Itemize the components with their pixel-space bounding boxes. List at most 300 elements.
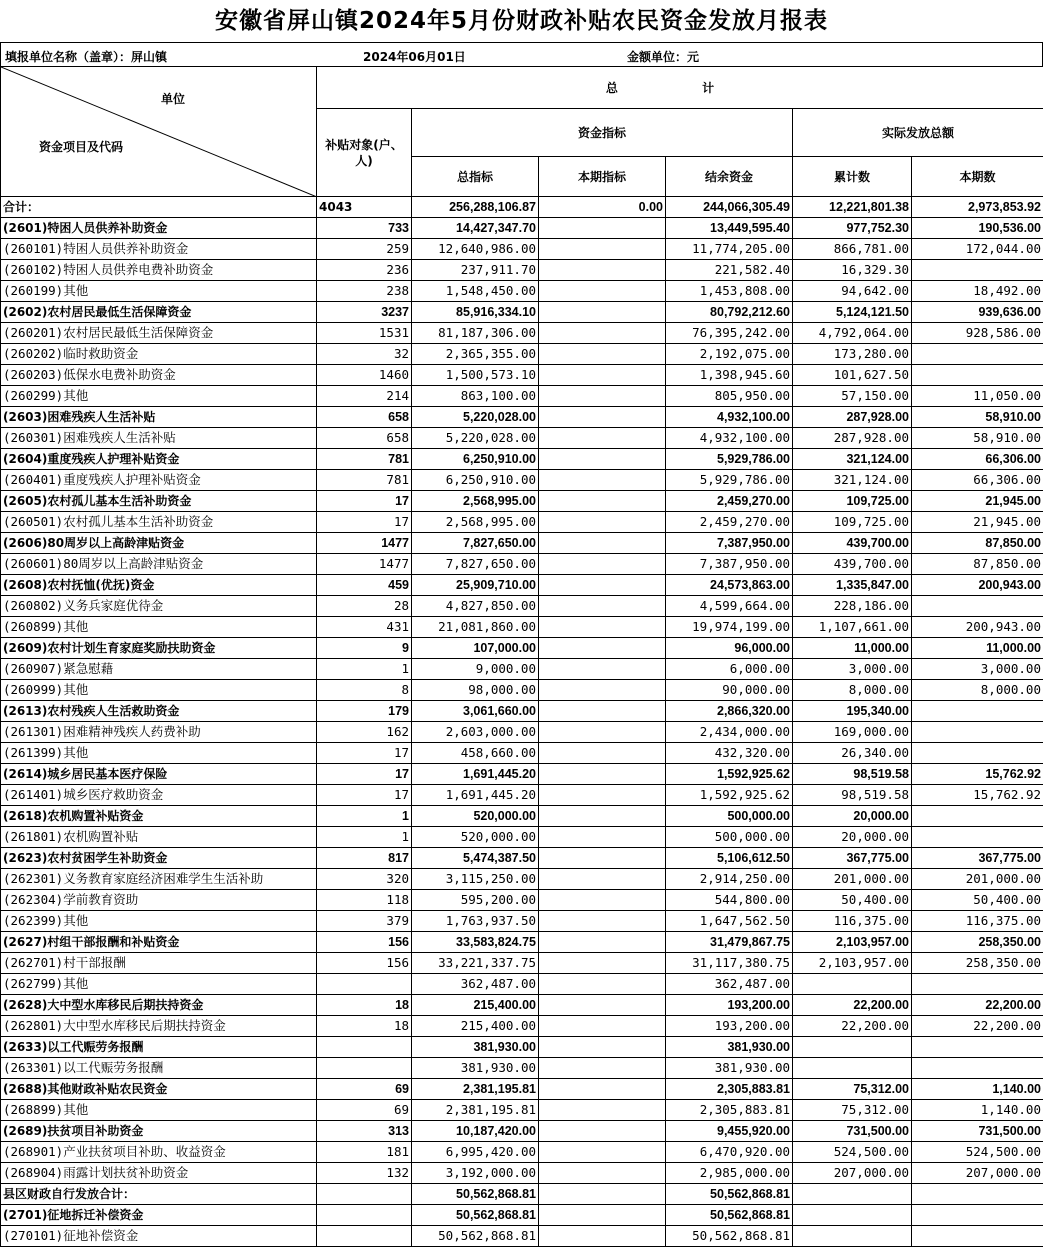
target-count: 431 — [317, 617, 412, 638]
actual-header: 实际发放总额 — [793, 109, 1043, 157]
item-name: (2603)困难残疾人生活补贴 — [1, 407, 317, 428]
current-amount — [912, 1205, 1043, 1226]
total-index: 6,250,910.00 — [412, 449, 539, 470]
period-index — [539, 701, 666, 722]
period-index — [539, 1016, 666, 1037]
current-amount — [912, 722, 1043, 743]
cumulative-amount: 94,642.00 — [793, 281, 912, 302]
target-count: 156 — [317, 953, 412, 974]
balance-amount: 2,985,000.00 — [666, 1163, 793, 1184]
balance-amount: 544,800.00 — [666, 890, 793, 911]
cumulative-amount: 3,000.00 — [793, 659, 912, 680]
item-name: (2633)以工代赈劳务报酬 — [1, 1037, 317, 1058]
balance-amount: 24,573,863.00 — [666, 575, 793, 596]
current-amount: 87,850.00 — [912, 554, 1043, 575]
period-index — [539, 974, 666, 995]
total-index: 50,562,868.81 — [412, 1184, 539, 1205]
target-count: 313 — [317, 1121, 412, 1142]
category-row — [1, 806, 1043, 827]
balance-amount: 4,932,100.00 — [666, 428, 793, 449]
cumulative-amount: 321,124.00 — [793, 449, 912, 470]
cumulative-amount: 98,519.58 — [793, 764, 912, 785]
balance-amount: 90,000.00 — [666, 680, 793, 701]
total-index: 98,000.00 — [412, 680, 539, 701]
cumulative-amount: 524,500.00 — [793, 1142, 912, 1163]
current-amount — [912, 1037, 1043, 1058]
cumulative-amount: 16,329.30 — [793, 260, 912, 281]
table-row — [1, 890, 1043, 911]
period-index — [539, 911, 666, 932]
total-index: 2,381,195.81 — [412, 1079, 539, 1100]
balance-amount: 6,000.00 — [666, 659, 793, 680]
cumulative-amount: 169,000.00 — [793, 722, 912, 743]
current-amount: 3,000.00 — [912, 659, 1043, 680]
cumulative-amount: 4,792,064.00 — [793, 323, 912, 344]
balance-amount: 31,479,867.75 — [666, 932, 793, 953]
table-row — [1, 722, 1043, 743]
target-count: 28 — [317, 596, 412, 617]
report-date: 2024年06月01日 — [363, 48, 466, 65]
total-index: 237,911.70 — [412, 260, 539, 281]
period-index — [539, 806, 666, 827]
table-row — [1, 428, 1043, 449]
target-count: 118 — [317, 890, 412, 911]
target-count — [317, 1037, 412, 1058]
balance-amount: 31,117,380.75 — [666, 953, 793, 974]
period-index — [539, 260, 666, 281]
target-count: 214 — [317, 386, 412, 407]
item-name: (260202)临时救助资金 — [1, 344, 317, 365]
total-index: 1,691,445.20 — [412, 785, 539, 806]
balance-header: 结余资金 — [666, 157, 793, 197]
cumulative-amount — [793, 1226, 912, 1247]
total-index: 6,250,910.00 — [412, 470, 539, 491]
target-count: 459 — [317, 575, 412, 596]
period-index — [539, 1226, 666, 1247]
period-index — [539, 659, 666, 680]
target-count — [317, 1205, 412, 1226]
balance-amount: 1,398,945.60 — [666, 365, 793, 386]
table-row — [1, 680, 1043, 701]
period-index — [539, 470, 666, 491]
current-amount: 207,000.00 — [912, 1163, 1043, 1184]
target-count: 658 — [317, 428, 412, 449]
balance-amount: 2,305,883.81 — [666, 1100, 793, 1121]
target-header: 补贴对象(户、人) — [317, 109, 412, 197]
total-index: 85,916,334.10 — [412, 302, 539, 323]
item-name: (260802)义务兵家庭优待金 — [1, 596, 317, 617]
balance-amount: 2,914,250.00 — [666, 869, 793, 890]
total-index: 6,995,420.00 — [412, 1142, 539, 1163]
current-amount — [912, 974, 1043, 995]
total-index: 21,081,860.00 — [412, 617, 539, 638]
target-count: 320 — [317, 869, 412, 890]
current-amount: 8,000.00 — [912, 680, 1043, 701]
current-amount: 21,945.00 — [912, 512, 1043, 533]
period-index — [539, 218, 666, 239]
current-amount: 58,910.00 — [912, 407, 1043, 428]
category-row — [1, 638, 1043, 659]
current-amount: 11,050.00 — [912, 386, 1043, 407]
balance-amount: 500,000.00 — [666, 827, 793, 848]
item-name: (261401)城乡医疗救助资金 — [1, 785, 317, 806]
item-name: (2613)农村残疾人生活救助资金 — [1, 701, 317, 722]
target-count: 8 — [317, 680, 412, 701]
total-header: 总 计 — [317, 67, 1043, 109]
total-index: 10,187,420.00 — [412, 1121, 539, 1142]
table-row — [1, 344, 1043, 365]
cumulative-amount: 367,775.00 — [793, 848, 912, 869]
period-index — [539, 449, 666, 470]
item-name: (268904)雨露计划扶贫补助资金 — [1, 1163, 317, 1184]
category-row — [1, 701, 1043, 722]
total-index: 215,400.00 — [412, 995, 539, 1016]
period-index — [539, 281, 666, 302]
total-index: 381,930.00 — [412, 1058, 539, 1079]
balance-amount: 5,929,786.00 — [666, 449, 793, 470]
cumulative-amount: 977,752.30 — [793, 218, 912, 239]
category-row — [1, 1079, 1043, 1100]
table-row — [1, 785, 1043, 806]
balance-amount: 6,470,920.00 — [666, 1142, 793, 1163]
item-name: (2618)农机购置补贴资金 — [1, 806, 317, 827]
cumulative-amount: 116,375.00 — [793, 911, 912, 932]
target-count: 781 — [317, 449, 412, 470]
total-index: 381,930.00 — [412, 1037, 539, 1058]
balance-amount: 193,200.00 — [666, 995, 793, 1016]
cumulative-amount: 2,103,957.00 — [793, 932, 912, 953]
current-amount: 15,762.92 — [912, 785, 1043, 806]
current-amount: 2,973,853.92 — [912, 197, 1043, 218]
period-index — [539, 1184, 666, 1205]
item-name: 县区财政自行发放合计： — [1, 1184, 317, 1205]
cumulative-amount: 20,000.00 — [793, 827, 912, 848]
total-index: 33,221,337.75 — [412, 953, 539, 974]
balance-amount: 4,599,664.00 — [666, 596, 793, 617]
item-name: (260501)农村孤儿基本生活补助资金 — [1, 512, 317, 533]
cumulative-amount: 22,200.00 — [793, 995, 912, 1016]
balance-amount: 1,592,925.62 — [666, 764, 793, 785]
cumulative-header: 累计数 — [793, 157, 912, 197]
balance-amount: 80,792,212.60 — [666, 302, 793, 323]
target-count: 236 — [317, 260, 412, 281]
total-index: 2,568,995.00 — [412, 491, 539, 512]
diagonal-line — [1, 67, 317, 197]
cumulative-amount: 75,312.00 — [793, 1100, 912, 1121]
period-index — [539, 407, 666, 428]
category-row — [1, 302, 1043, 323]
current-amount: 172,044.00 — [912, 239, 1043, 260]
current-amount: 928,586.00 — [912, 323, 1043, 344]
current-amount: 18,492.00 — [912, 281, 1043, 302]
table-row — [1, 743, 1043, 764]
cumulative-amount: 50,400.00 — [793, 890, 912, 911]
table-row — [1, 617, 1043, 638]
period-index — [539, 743, 666, 764]
cumulative-amount — [793, 974, 912, 995]
cumulative-amount: 26,340.00 — [793, 743, 912, 764]
unit-label: 单位 — [161, 89, 185, 109]
balance-amount: 381,930.00 — [666, 1058, 793, 1079]
table-row — [1, 239, 1043, 260]
item-label: 资金项目及代码 — [39, 137, 123, 157]
item-name: (262304)学前教育资助 — [1, 890, 317, 911]
current-amount: 939,636.00 — [912, 302, 1043, 323]
target-count: 658 — [317, 407, 412, 428]
current-amount: 201,000.00 — [912, 869, 1043, 890]
cumulative-amount: 321,124.00 — [793, 470, 912, 491]
target-count: 69 — [317, 1079, 412, 1100]
current-amount: 1,140.00 — [912, 1100, 1043, 1121]
period-index — [539, 1163, 666, 1184]
category-row — [1, 533, 1043, 554]
total-index: 2,568,995.00 — [412, 512, 539, 533]
item-name: (260299)其他 — [1, 386, 317, 407]
cumulative-amount: 2,103,957.00 — [793, 953, 912, 974]
item-name: (260101)特困人员供养补助资金 — [1, 239, 317, 260]
table-body — [1, 197, 1043, 1247]
cumulative-amount: 201,000.00 — [793, 869, 912, 890]
balance-amount: 4,932,100.00 — [666, 407, 793, 428]
current-amount — [912, 365, 1043, 386]
current-amount: 190,536.00 — [912, 218, 1043, 239]
item-name: (263301)以工代赈劳务报酬 — [1, 1058, 317, 1079]
current-header: 本期数 — [912, 157, 1043, 197]
balance-amount: 805,950.00 — [666, 386, 793, 407]
target-count — [317, 974, 412, 995]
current-amount — [912, 701, 1043, 722]
total-index: 2,365,355.00 — [412, 344, 539, 365]
cumulative-amount: 173,280.00 — [793, 344, 912, 365]
total-index: 1,500,573.10 — [412, 365, 539, 386]
table-row — [1, 365, 1043, 386]
period-index — [539, 596, 666, 617]
item-name: (262399)其他 — [1, 911, 317, 932]
cumulative-amount: 98,519.58 — [793, 785, 912, 806]
target-count: 1 — [317, 827, 412, 848]
target-count: 1460 — [317, 365, 412, 386]
total-index: 5,220,028.00 — [412, 428, 539, 449]
balance-amount: 5,929,786.00 — [666, 470, 793, 491]
current-amount: 22,200.00 — [912, 1016, 1043, 1037]
balance-amount: 50,562,868.81 — [666, 1226, 793, 1247]
item-name: (2628)大中型水库移民后期扶持资金 — [1, 995, 317, 1016]
cumulative-amount: 228,186.00 — [793, 596, 912, 617]
current-amount: 21,945.00 — [912, 491, 1043, 512]
period-index — [539, 386, 666, 407]
total-index: 7,827,650.00 — [412, 533, 539, 554]
table-row — [1, 1163, 1043, 1184]
cumulative-amount: 439,700.00 — [793, 554, 912, 575]
current-amount — [912, 806, 1043, 827]
table-row — [1, 911, 1043, 932]
period-index — [539, 1100, 666, 1121]
target-count: 817 — [317, 848, 412, 869]
target-count: 69 — [317, 1100, 412, 1121]
current-amount: 258,350.00 — [912, 932, 1043, 953]
cumulative-amount: 439,700.00 — [793, 533, 912, 554]
current-amount: 524,500.00 — [912, 1142, 1043, 1163]
balance-amount: 2,434,000.00 — [666, 722, 793, 743]
item-name: (2689)扶贫项目补助资金 — [1, 1121, 317, 1142]
total-index: 215,400.00 — [412, 1016, 539, 1037]
category-row — [1, 764, 1043, 785]
item-name: (2608)农村抚恤(优抚)资金 — [1, 575, 317, 596]
total-index: 595,200.00 — [412, 890, 539, 911]
period-index — [539, 638, 666, 659]
target-count: 17 — [317, 743, 412, 764]
item-name: (2602)农村居民最低生活保障资金 — [1, 302, 317, 323]
cumulative-amount: 109,725.00 — [793, 512, 912, 533]
cumulative-amount: 5,124,121.50 — [793, 302, 912, 323]
filing-unit: 填报单位名称（盖章）：屏山镇 — [5, 48, 167, 65]
total-row — [1, 197, 1043, 218]
item-name: (262301)义务教育家庭经济困难学生生活补助 — [1, 869, 317, 890]
table-row — [1, 470, 1043, 491]
period-index — [539, 722, 666, 743]
table-row — [1, 260, 1043, 281]
period-index — [539, 1121, 666, 1142]
total-index: 458,660.00 — [412, 743, 539, 764]
current-amount — [912, 1058, 1043, 1079]
cumulative-amount: 195,340.00 — [793, 701, 912, 722]
category-row — [1, 407, 1043, 428]
total-index: 2,381,195.81 — [412, 1100, 539, 1121]
period-index — [539, 344, 666, 365]
current-amount — [912, 344, 1043, 365]
balance-amount: 5,106,612.50 — [666, 848, 793, 869]
cumulative-amount: 22,200.00 — [793, 1016, 912, 1037]
period-index — [539, 827, 666, 848]
balance-amount: 19,974,199.00 — [666, 617, 793, 638]
item-name: (2605)农村孤儿基本生活补助资金 — [1, 491, 317, 512]
total-index: 1,691,445.20 — [412, 764, 539, 785]
period-index — [539, 533, 666, 554]
balance-amount: 13,449,595.40 — [666, 218, 793, 239]
period-index — [539, 554, 666, 575]
cumulative-amount: 20,000.00 — [793, 806, 912, 827]
total-index: 25,909,710.00 — [412, 575, 539, 596]
item-name: (2627)村组干部报酬和补贴资金 — [1, 932, 317, 953]
balance-amount: 9,455,920.00 — [666, 1121, 793, 1142]
current-amount: 11,000.00 — [912, 638, 1043, 659]
current-amount: 200,943.00 — [912, 575, 1043, 596]
current-amount: 66,306.00 — [912, 449, 1043, 470]
balance-amount: 11,774,205.00 — [666, 239, 793, 260]
fund-index-header: 资金指标 — [412, 109, 793, 157]
period-index — [539, 617, 666, 638]
target-count: 781 — [317, 470, 412, 491]
table-row — [1, 281, 1043, 302]
current-amount: 200,943.00 — [912, 617, 1043, 638]
item-name: (2601)特困人员供养补助资金 — [1, 218, 317, 239]
total-index: 50,562,868.81 — [412, 1205, 539, 1226]
table-row — [1, 1100, 1043, 1121]
item-name: (2623)农村贫困学生补助资金 — [1, 848, 317, 869]
category-row — [1, 575, 1043, 596]
cumulative-amount: 11,000.00 — [793, 638, 912, 659]
total-index: 863,100.00 — [412, 386, 539, 407]
target-count: 17 — [317, 491, 412, 512]
item-name: (262801)大中型水库移民后期扶持资金 — [1, 1016, 317, 1037]
table-row — [1, 953, 1043, 974]
category-row — [1, 1205, 1043, 1226]
report-title: 安徽省屏山镇2024年5月份财政补贴农民资金发放月报表 — [0, 0, 1043, 42]
target-count: 238 — [317, 281, 412, 302]
balance-amount: 193,200.00 — [666, 1016, 793, 1037]
period-index — [539, 848, 666, 869]
current-amount — [912, 596, 1043, 617]
balance-amount: 221,582.40 — [666, 260, 793, 281]
period-index — [539, 365, 666, 386]
balance-amount: 244,066,305.49 — [666, 197, 793, 218]
period-index — [539, 491, 666, 512]
cumulative-amount: 1,107,661.00 — [793, 617, 912, 638]
table-row — [1, 323, 1043, 344]
target-count: 1477 — [317, 554, 412, 575]
cumulative-amount: 207,000.00 — [793, 1163, 912, 1184]
table-row — [1, 974, 1043, 995]
category-row — [1, 1037, 1043, 1058]
current-amount — [912, 260, 1043, 281]
diagonal-header-cell — [1, 67, 317, 197]
total-index: 4,827,850.00 — [412, 596, 539, 617]
balance-amount: 50,562,868.81 — [666, 1205, 793, 1226]
item-name: (270101)征地补偿资金 — [1, 1226, 317, 1247]
money-unit: 金额单位：元 — [627, 48, 699, 65]
total-index: 256,288,106.87 — [412, 197, 539, 218]
period-index — [539, 869, 666, 890]
category-row — [1, 449, 1043, 470]
target-count: 32 — [317, 344, 412, 365]
item-name: (260301)困难残疾人生活补贴 — [1, 428, 317, 449]
target-count: 9 — [317, 638, 412, 659]
target-count: 1 — [317, 659, 412, 680]
category-row — [1, 995, 1043, 1016]
balance-amount: 76,395,242.00 — [666, 323, 793, 344]
category-row — [1, 218, 1043, 239]
cumulative-amount — [793, 1037, 912, 1058]
item-name: (261801)农机购置补贴 — [1, 827, 317, 848]
total-index: 2,603,000.00 — [412, 722, 539, 743]
target-count: 4043 — [317, 197, 412, 218]
balance-amount: 96,000.00 — [666, 638, 793, 659]
cumulative-amount: 8,000.00 — [793, 680, 912, 701]
item-name: (260899)其他 — [1, 617, 317, 638]
target-count: 259 — [317, 239, 412, 260]
item-name: (2604)重度残疾人护理补贴资金 — [1, 449, 317, 470]
item-name: 合计： — [1, 197, 317, 218]
target-count: 179 — [317, 701, 412, 722]
period-index — [539, 890, 666, 911]
cumulative-amount: 12,221,801.38 — [793, 197, 912, 218]
cumulative-amount: 101,627.50 — [793, 365, 912, 386]
cumulative-amount: 75,312.00 — [793, 1079, 912, 1100]
total-index: 362,487.00 — [412, 974, 539, 995]
period-index — [539, 932, 666, 953]
table-row — [1, 1058, 1043, 1079]
item-name: (268899)其他 — [1, 1100, 317, 1121]
total-index: 33,583,824.75 — [412, 932, 539, 953]
balance-amount: 2,459,270.00 — [666, 491, 793, 512]
current-amount: 22,200.00 — [912, 995, 1043, 1016]
total-index: 12,640,986.00 — [412, 239, 539, 260]
balance-amount: 362,487.00 — [666, 974, 793, 995]
table-row — [1, 659, 1043, 680]
target-count: 379 — [317, 911, 412, 932]
cumulative-amount: 287,928.00 — [793, 407, 912, 428]
total-index: 14,427,347.70 — [412, 218, 539, 239]
